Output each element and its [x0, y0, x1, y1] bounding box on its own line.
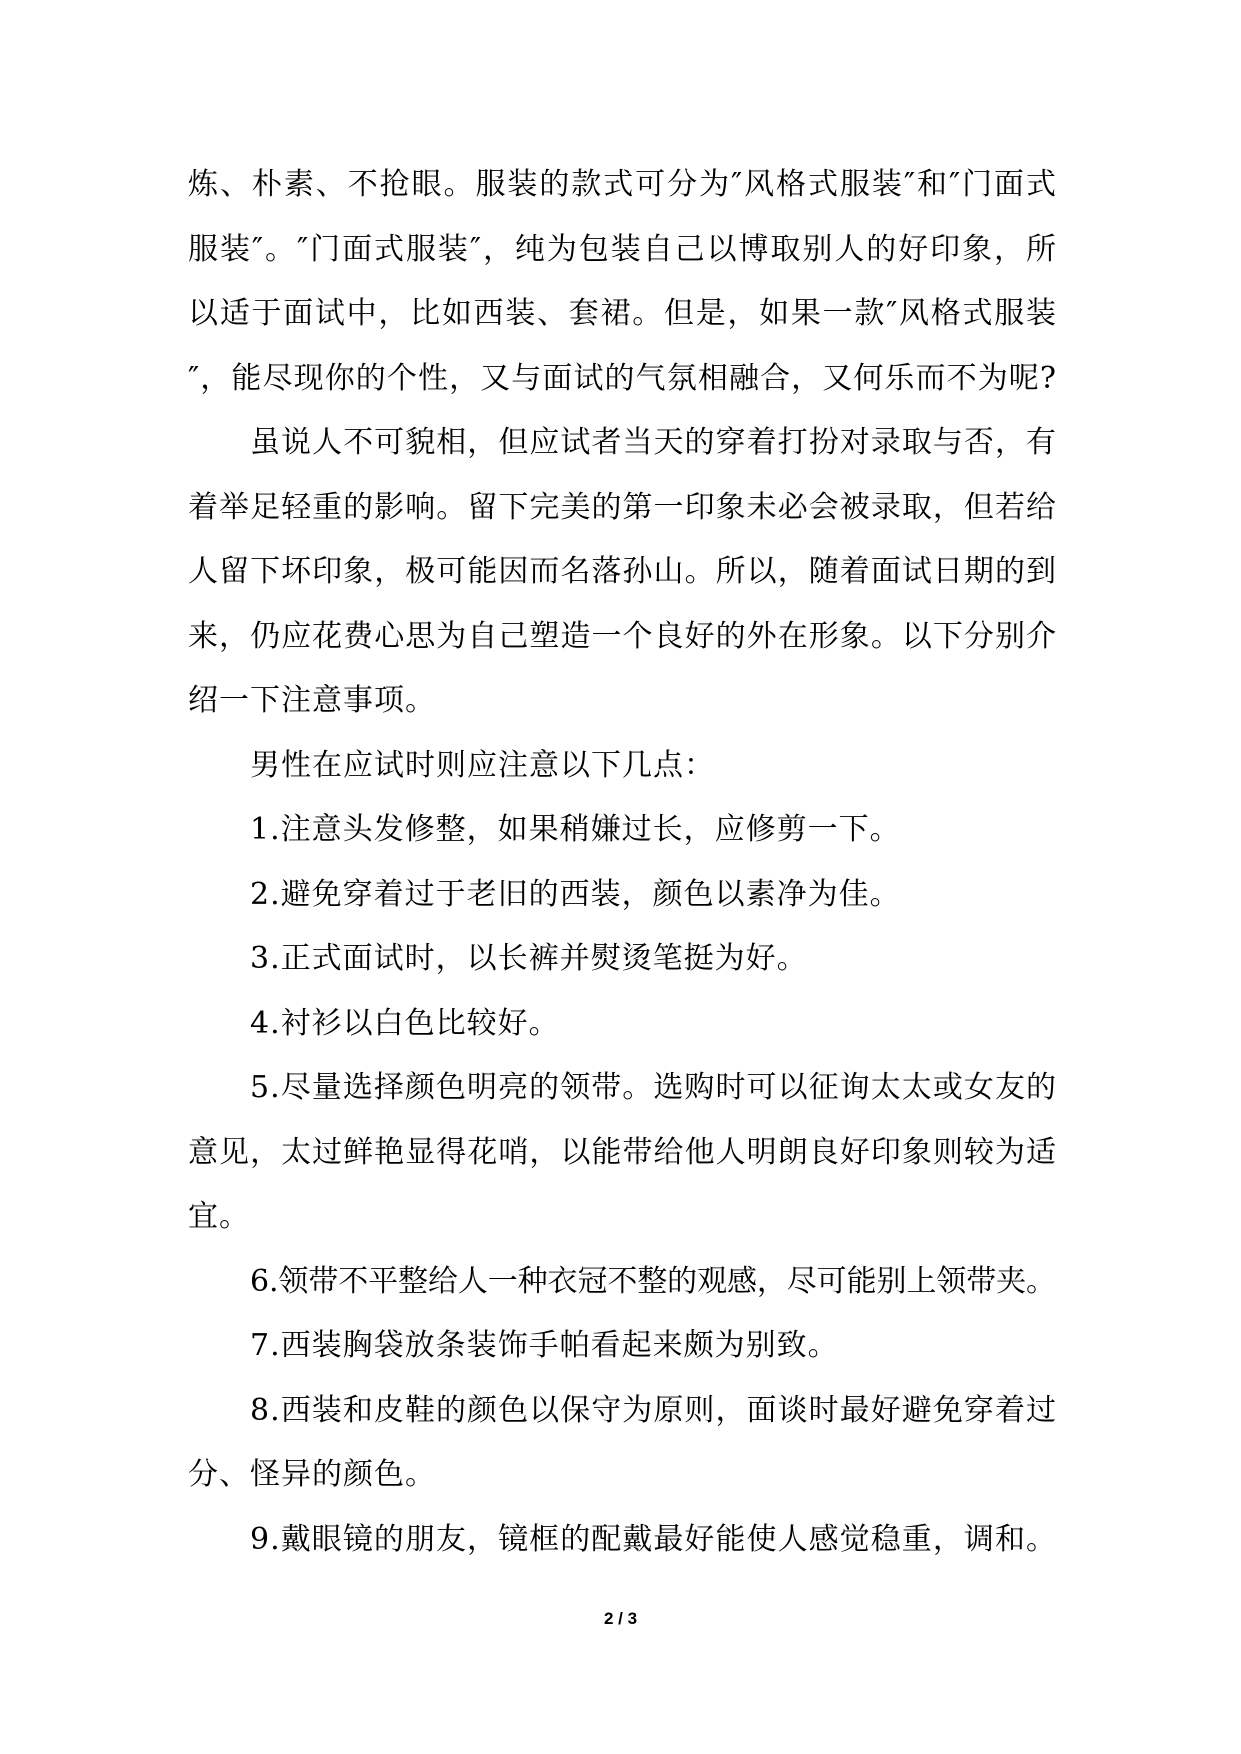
- list-item: [188, 1314, 1056, 1379]
- text-line: ″，能尽现你的个性，又与面试的气氛相融合，又何乐而不为呢?: [188, 360, 1058, 396]
- text-line: 服装″。″门面式服装″，纯为包装自己以博取别人的好印象，所: [188, 231, 1058, 267]
- text-line: 6.领带不平整给人一种衣冠不整的观感，尽可能别上领带夹。: [250, 1263, 1056, 1299]
- list-item: [188, 1508, 1056, 1573]
- text-line: 宜。: [188, 1199, 250, 1234]
- list-intro: [188, 734, 1056, 799]
- text-line: 3.正式面试时，以长裤并熨烫笔挺为好。: [250, 941, 808, 976]
- list-item: [188, 992, 1056, 1057]
- list-item: [188, 1056, 1056, 1250]
- list-item: [188, 863, 1056, 928]
- text-line: 4.衬衫以白色比较好。: [250, 1005, 560, 1041]
- text-line: 来，仍应花费心思为自己塑造一个良好的外在形象。以下分别介: [188, 618, 1058, 654]
- text-line: 2.避免穿着过于老旧的西装，颜色以素净为佳。: [250, 876, 901, 912]
- page-number: 2 / 3: [603, 1609, 638, 1628]
- list-item: [188, 798, 1056, 863]
- text-line: 男性在应试时则应注意以下几点：: [250, 747, 715, 783]
- list-item: [188, 927, 1056, 992]
- text-line: 1.注意头发修整，如果稍嫌过长，应修剪一下。: [250, 812, 901, 847]
- text-line: 7.西装胸袋放条装饰手帕看起来颇为别致。: [250, 1328, 839, 1363]
- text-line: 炼、朴素、不抢眼。服装的款式可分为″风格式服装″和″门面式: [188, 167, 1058, 202]
- list-item: [188, 1379, 1056, 1508]
- text-line: 绍一下注意事项。: [188, 683, 436, 718]
- text-line: 以适于面试中，比如西装、套裙。但是，如果一款″风格式服装: [188, 296, 1058, 331]
- text-line: 8.西装和皮鞋的颜色以保守为原则，面谈时最好避免穿着过: [250, 1392, 1058, 1428]
- text-line: 着举足轻重的影响。留下完美的第一印象未必会被录取，但若给: [188, 489, 1058, 525]
- text-line: 人留下坏印象，极可能因而名落孙山。所以，随着面试日期的到: [188, 554, 1058, 589]
- paragraph: [188, 411, 1056, 734]
- paragraph-continued: [188, 153, 1056, 411]
- text-line: 9.戴眼镜的朋友，镜框的配戴最好能使人感觉稳重，调和。: [250, 1521, 1058, 1557]
- text-line: 虽说人不可貌相，但应试者当天的穿着打扮对录取与否，有: [250, 425, 1058, 460]
- text-line: 分、怪异的颜色。: [188, 1457, 436, 1492]
- text-line: 意见，太过鲜艳显得花哨，以能带给他人明朗良好印象则较为适: [188, 1134, 1058, 1170]
- text-line: 5.尽量选择颜色明亮的领带。选购时可以征询太太或女友的: [250, 1070, 1058, 1105]
- list-item: [188, 1250, 1056, 1315]
- body-text: [188, 153, 1056, 1572]
